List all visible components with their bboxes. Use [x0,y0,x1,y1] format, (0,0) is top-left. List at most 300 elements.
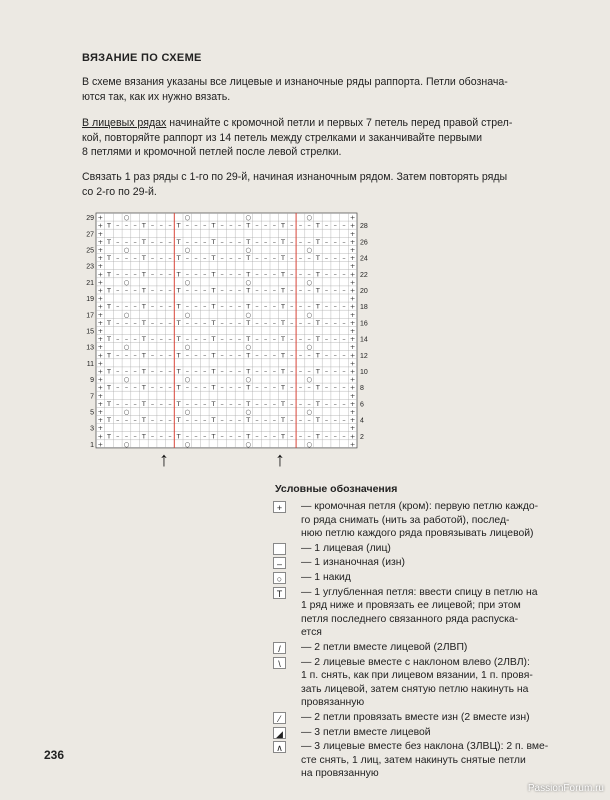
stitch-symbol: T [107,351,112,360]
stitch-symbol: + [97,424,104,433]
stitch-symbol: – [298,318,303,327]
row-number-right: 26 [360,239,368,247]
stitch-symbol: T [246,416,251,425]
legend-item [271,542,566,556]
stitch-symbol: – [159,367,163,376]
legend-text: — 1 углубленная петля: ввести спицу в петлю на 1 ряд ниже и провязать ее лицевой; при этом петля последнего связанного ряда распуска- ется [301,586,538,639]
stitch-symbol: – [229,416,233,425]
stitch-symbol: – [307,221,311,230]
stitch-symbol: ○ [123,408,130,416]
stitch-symbol: + [349,399,356,408]
stitch-symbol: ○ [123,213,130,222]
stitch-symbol: ○ [184,278,191,287]
stitch-symbol: – [150,351,155,360]
stitch-symbol: T [315,254,320,263]
stitch-symbol: + [349,335,356,344]
legend-text: — 1 изнаночная (изн) [301,557,405,569]
stitch-symbol: – [133,416,137,425]
stitch-symbol: T [246,383,251,392]
stitch-symbol: – [124,383,129,392]
row-number-right: 24 [360,255,368,263]
stitch-symbol: + [97,302,104,311]
stitch-symbol: + [97,335,104,344]
stitch-symbol: + [97,359,104,368]
stitch-symbol: T [211,432,216,441]
stitch-symbol: – [203,367,207,376]
stitch-symbol: – [324,367,329,376]
stitch-symbol: T [141,399,146,408]
stitch-symbol: – [255,254,259,263]
stitch-symbol: + [349,359,356,368]
stitch-symbol: T [211,367,216,376]
stitch-symbol: + [97,391,104,400]
stitch-symbol: + [97,375,104,384]
stitch-symbol: T [211,237,216,246]
stitch-symbol: T [176,254,181,263]
stitch-symbol: – [124,237,129,246]
stitch-symbol: – [116,270,120,279]
stitch-symbol: – [342,432,346,441]
stitch-symbol: + [97,237,104,246]
stitch-symbol: – [203,237,207,246]
stitch-symbol: ○ [245,440,252,449]
stitch-symbol: – [333,302,337,311]
stitch-symbol: + [97,327,104,335]
stitch-symbol: T [141,270,146,279]
stitch-symbol: – [290,432,294,441]
stitch-symbol: – [333,286,337,295]
knit-rows-lead: В лицевых рядах [82,117,167,129]
stitch-symbol: – [272,383,276,392]
row-number-right: 14 [360,336,368,344]
row-number-right: 12 [360,352,368,360]
stitch-symbol: ○ [245,408,252,416]
legend-title: Условные обозначения [275,483,398,495]
stitch-symbol: – [194,318,198,327]
stitch-symbol: – [272,367,276,376]
stitch-symbol: – [229,221,233,230]
stitch-symbol: ○ [184,343,191,352]
stitch-symbol: – [229,432,233,441]
stitch-symbol: – [194,399,198,408]
stitch-symbol: T [281,302,286,311]
stitch-symbol: – [150,318,155,327]
stitch-symbol: ○ [245,343,252,352]
stitch-symbol: – [116,432,120,441]
stitch-symbol: T [315,237,320,246]
stitch-symbol: – [342,416,346,425]
stitch-symbol: – [150,416,155,425]
stitch-symbol: – [298,254,303,263]
stitch-symbol: – [333,367,337,376]
stitch-symbol: T [107,237,112,246]
stitch-symbol: T [141,318,146,327]
stitch-symbol: – [272,221,276,230]
legend-item [271,726,566,740]
stitch-symbol: – [237,270,242,279]
stitch-symbol: T [281,383,286,392]
stitch-symbol: – [116,318,120,327]
stitch-symbol: + [97,213,104,222]
stitch-symbol: – [255,399,259,408]
stitch-symbol: – [237,335,242,344]
stitch-symbol: – [168,351,172,360]
stitch-symbol: T [315,367,320,376]
stitch-symbol: + [97,416,104,425]
stitch-symbol: – [298,399,303,408]
stitch-symbol: – [324,432,329,441]
stitch-symbol: – [150,270,155,279]
stitch-symbol: – [124,221,129,230]
stitch-symbol: – [116,237,120,246]
stitch-symbol: T [281,351,286,360]
stitch-symbol: T [211,318,216,327]
stitch-symbol: – [124,254,129,263]
stitch-symbol: – [237,383,242,392]
stitch-symbol: – [116,367,120,376]
row-number-left: 13 [86,344,94,352]
stitch-symbol: T [315,432,320,441]
stitch-symbol: – [124,432,129,441]
row-number-right: 20 [360,288,368,295]
legend-item [271,711,566,725]
stitch-symbol: – [255,237,259,246]
stitch-symbol: T [281,318,286,327]
stitch-symbol: + [97,408,104,416]
stitch-symbol: T [315,335,320,344]
stitch-symbol: + [349,302,356,311]
stitch-symbol: ○ [123,246,130,254]
stitch-symbol: – [168,318,172,327]
stitch-symbol: – [255,286,259,295]
stitch-symbol: – [307,367,311,376]
knitting-chart [82,210,382,455]
stitch-symbol: – [333,221,337,230]
knit-rows-text: начинайте с кромочной петли и первых 7 петель перед правой стрел- кой, повторяйте раппорт из 14 петель между стрелками и заканчивайте первыми 8 петлями и кромочной петлей после левой стрелки. [82,117,513,158]
stitch-symbol: – [185,270,189,279]
page-number: 236 [44,748,65,762]
stitch-symbol: – [255,383,259,392]
stitch-symbol: – [194,286,198,295]
stitch-symbol: – [159,237,163,246]
stitch-symbol: – [342,286,346,295]
stitch-symbol: – [290,237,294,246]
stitch-symbol: T [141,351,146,360]
row-number-right: 22 [360,271,368,279]
stitch-symbol: – [159,399,163,408]
stitch-symbol: – [203,286,207,295]
stitch-symbol: + [97,318,104,327]
stitch-symbol: + [349,229,356,238]
stitch-symbol: – [255,270,259,279]
stitch-symbol: – [194,237,198,246]
legend-symbol-icon: \ [273,657,286,669]
stitch-symbol: – [272,318,276,327]
section-heading: ВЯЗАНИЕ ПО СХЕМЕ [82,52,202,64]
stitch-symbol: T [107,318,112,327]
stitch-symbol: – [272,432,276,441]
legend-text: — 2 петли провязать вместе изн (2 вместе изн) [301,711,530,723]
stitch-symbol: – [264,335,268,344]
stitch-symbol: + [349,318,356,327]
stitch-symbol: – [203,351,207,360]
stitch-symbol: – [298,351,303,360]
stitch-symbol: T [315,318,320,327]
stitch-symbol: – [220,318,224,327]
stitch-symbol: – [307,254,311,263]
stitch-symbol: – [255,335,259,344]
stitch-symbol: T [211,302,216,311]
stitch-symbol: – [124,367,129,376]
stitch-symbol: T [211,286,216,295]
stitch-symbol: T [246,318,251,327]
stitch-symbol: – [159,383,163,392]
legend-item [271,641,566,655]
stitch-symbol: – [333,383,337,392]
legend-text: — кромочная петля (кром): первую петлю каждо- го ряда снимать (нить за работой), послед- нюю петлю каждого ряда провязывать лицевой) [301,501,539,540]
stitch-symbol: – [342,367,346,376]
stitch-symbol: – [229,237,233,246]
stitch-symbol: – [290,286,294,295]
stitch-symbol: – [342,318,346,327]
stitch-symbol: T [315,302,320,311]
stitch-symbol: – [229,399,233,408]
legend-symbol-icon: / [273,642,286,654]
stitch-symbol: – [324,318,329,327]
legend-text: — 2 лицевые вместе с наклоном влево (2ЛВЛ): 1 п. снять, как при лицевом вязании, 1 п. провя- зать лицевой, затем снятую петлю накинуть на провязанную [301,656,533,709]
stitch-symbol: – [159,254,163,263]
stitch-symbol: – [290,367,294,376]
legend-symbol-icon: ∧ [273,741,286,753]
stitch-symbol: – [203,270,207,279]
stitch-symbol: T [176,416,181,425]
stitch-symbol: ○ [306,343,312,352]
stitch-symbol: + [97,246,104,254]
stitch-symbol: – [133,432,137,441]
stitch-symbol: – [229,286,233,295]
stitch-symbol: – [272,399,276,408]
stitch-symbol: – [324,237,329,246]
stitch-symbol: T [246,221,251,230]
stitch-symbol: – [203,383,207,392]
row-number-right: 10 [360,369,368,376]
stitch-symbol: – [168,399,172,408]
stitch-symbol: + [349,351,356,360]
legend-text: — 1 лицевая (лиц) [301,542,391,554]
stitch-symbol: – [333,254,337,263]
stitch-symbol: – [290,416,294,425]
stitch-symbol: T [176,367,181,376]
stitch-symbol: – [116,302,120,311]
stitch-symbol: – [307,383,311,392]
stitch-symbol: – [203,254,207,263]
stitch-symbol: – [272,270,276,279]
stitch-symbol: – [133,318,137,327]
stitch-symbol: + [97,343,104,352]
stitch-symbol: – [298,416,303,425]
stitch-symbol: – [264,399,268,408]
stitch-symbol: – [324,383,329,392]
stitch-symbol: – [220,302,224,311]
stitch-symbol: + [97,399,104,408]
row-number-left: 15 [86,328,94,336]
intro-paragraph: В схеме вязания указаны все лицевые и изнаночные ряды раппорта. Петли обознача- ются так, как их нужно вязать. [82,76,508,103]
stitch-symbol: – [159,270,163,279]
stitch-symbol: + [349,294,356,303]
stitch-symbol: + [349,270,356,279]
stitch-symbol: – [185,351,189,360]
stitch-symbol: – [264,254,268,263]
stitch-symbol: – [150,221,155,230]
stitch-symbol: – [133,237,137,246]
stitch-symbol: – [159,221,163,230]
stitch-symbol: ○ [306,375,312,384]
stitch-symbol: – [116,383,120,392]
stitch-symbol: – [194,335,198,344]
stitch-symbol: T [176,302,181,311]
stitch-symbol: T [315,383,320,392]
stitch-symbol: – [168,335,172,344]
stitch-symbol: + [349,262,356,271]
stitch-symbol: T [211,383,216,392]
legend-symbol-icon: ⁄ [273,712,286,724]
stitch-symbol: ○ [184,375,191,384]
stitch-symbol: T [315,416,320,425]
stitch-symbol: – [159,302,163,311]
stitch-symbol: – [168,383,172,392]
stitch-symbol: T [141,302,146,311]
stitch-symbol: – [307,318,311,327]
row-number-right: 16 [360,320,368,328]
row-number-left: 3 [90,425,94,433]
stitch-symbol: ○ [306,440,312,449]
stitch-symbol: – [324,254,329,263]
stitch-symbol: – [324,302,329,311]
row-number-left: 21 [86,279,94,287]
stitch-symbol: – [185,302,189,311]
row-number-left: 5 [90,409,94,417]
stitch-symbol: – [307,286,311,295]
stitch-symbol: – [150,254,155,263]
stitch-symbol: – [116,399,120,408]
stitch-symbol: T [141,367,146,376]
stitch-symbol: + [97,270,104,279]
stitch-symbol: – [220,221,224,230]
stitch-symbol: – [237,318,242,327]
stitch-symbol: – [272,416,276,425]
stitch-symbol: – [290,254,294,263]
stitch-symbol: – [185,383,189,392]
stitch-symbol: – [220,432,224,441]
stitch-symbol: – [194,367,198,376]
stitch-symbol: – [264,351,268,360]
stitch-symbol: – [124,399,129,408]
stitch-symbol: – [237,254,242,263]
stitch-symbol: – [220,286,224,295]
stitch-symbol: – [324,399,329,408]
stitch-symbol: – [124,351,129,360]
stitch-symbol: – [133,399,137,408]
row-number-left: 23 [86,263,94,271]
row-number-right: 18 [360,304,368,312]
stitch-symbol: + [349,213,356,222]
stitch-symbol: T [176,286,181,295]
stitch-symbol: – [168,270,172,279]
stitch-symbol: – [298,335,303,344]
stitch-symbol: – [324,270,329,279]
legend-item [271,500,566,541]
legend-item [271,586,566,640]
stitch-symbol: – [333,432,337,441]
stitch-symbol: – [255,221,259,230]
stitch-symbol: – [124,318,129,327]
stitch-symbol: T [281,367,286,376]
stitch-symbol: – [159,351,163,360]
stitch-symbol: ○ [245,278,252,287]
row-number-left: 27 [86,231,94,239]
stitch-symbol: – [272,237,276,246]
stitch-symbol: – [203,432,207,441]
stitch-symbol: – [168,286,172,295]
stitch-symbol: + [349,408,356,416]
stitch-symbol: – [264,270,268,279]
stitch-symbol: ○ [306,278,312,287]
stitch-symbol: – [255,302,259,311]
stitch-symbol: – [133,302,137,311]
stitch-symbol: – [298,302,303,311]
stitch-symbol: + [97,294,104,303]
stitch-symbol: + [349,416,356,425]
stitch-symbol: – [220,416,224,425]
legend-item [271,740,566,781]
row-number-right: 4 [360,417,364,425]
stitch-symbol: + [349,254,356,263]
stitch-symbol: T [281,221,286,230]
stitch-symbol: ○ [184,440,191,449]
stitch-symbol: – [255,416,259,425]
stitch-symbol: – [194,221,198,230]
stitch-symbol: + [349,343,356,352]
stitch-symbol: – [159,335,163,344]
stitch-symbol: – [298,367,303,376]
stitch-symbol: T [246,270,251,279]
stitch-symbol: – [307,302,311,311]
stitch-symbol: T [281,286,286,295]
stitch-symbol: – [133,383,137,392]
stitch-symbol: T [246,237,251,246]
stitch-symbol: – [290,351,294,360]
stitch-symbol: – [124,335,129,344]
stitch-symbol: T [141,237,146,246]
stitch-symbol: – [185,335,189,344]
stitch-symbol: – [185,221,189,230]
stitch-symbol: – [324,286,329,295]
stitch-symbol: – [272,302,276,311]
stitch-symbol: – [229,335,233,344]
stitch-symbol: – [133,335,137,344]
stitch-symbol: T [246,432,251,441]
stitch-symbol: – [203,399,207,408]
stitch-symbol: – [203,318,207,327]
stitch-symbol: – [150,237,155,246]
row-number-right: 6 [360,401,364,409]
stitch-symbol: T [176,432,181,441]
stitch-symbol: – [116,351,120,360]
stitch-symbol: T [211,399,216,408]
stitch-symbol: – [220,254,224,263]
stitch-symbol: – [150,399,155,408]
stitch-symbol: – [272,254,276,263]
